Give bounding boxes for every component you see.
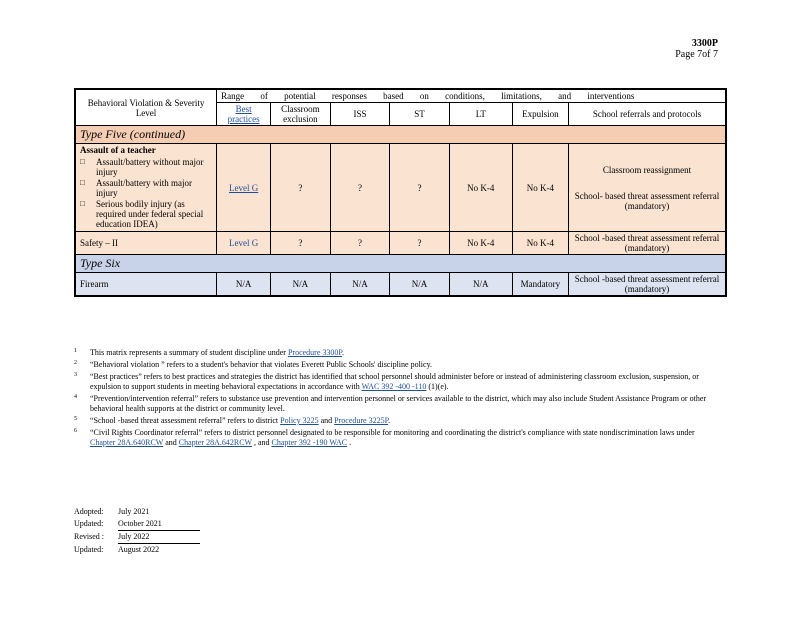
footnote-text: “Best practices” refers to best practices and strategies the district has identified that school personnel should administer before or instead of administering classroom exclusion, suspension, or expulsion to support students in meeting behavioral expectations in accordance with xyxy=(90,372,699,391)
safety-st: ? xyxy=(390,232,450,255)
chapter-28a642-link[interactable]: Chapter 28A.642RCW xyxy=(178,438,252,447)
date-value: August 2022 xyxy=(118,545,160,554)
footnote-number: 2 xyxy=(74,360,77,366)
assault-classroom: ? xyxy=(271,144,331,232)
safety-best-practice: Level G xyxy=(217,232,271,255)
footnote-text: “School -based threat assessment referral” refers to district xyxy=(90,416,281,425)
footnote-6 xyxy=(74,428,714,448)
firearm-iss: N/A xyxy=(330,273,390,297)
footnote-text: This matrix represents a summary of student discipline under xyxy=(90,348,288,357)
policy-3225-link[interactable]: Policy 3225 xyxy=(280,416,319,425)
wac-392-400-110-link[interactable]: WAC 392 -400 -110 xyxy=(361,382,427,391)
assault-expulsion: No K-4 xyxy=(512,144,568,232)
date-value: July 2021 xyxy=(118,507,150,516)
policy-number: 3300P xyxy=(691,38,718,49)
header-range-potential-responses: Range of potential responses based on conditions, limitations, and interventions xyxy=(217,89,726,103)
footnote-text-end: . xyxy=(388,416,391,425)
firearm-best-practice: N/A xyxy=(217,273,271,297)
table-row-safety xyxy=(75,232,726,255)
footnote-text: “Behavioral violation ” refers to a student's behavior that violates Everett Public Schools' discipline policy. xyxy=(90,360,433,369)
footnote-number: 4 xyxy=(74,394,77,400)
assault-title: Assault of a teacher xyxy=(80,145,156,155)
table-row-firearm xyxy=(75,273,726,297)
safety-classroom: ? xyxy=(271,232,331,255)
header-behavior-violation: Behavioral Violation & Severity Level xyxy=(75,89,217,126)
safety-expulsion: No K-4 xyxy=(512,232,568,255)
date-label: Revised : xyxy=(74,532,104,541)
footnote-text-mid: and xyxy=(163,438,179,447)
date-row-adopted xyxy=(74,506,200,518)
safety-iss: ? xyxy=(330,232,390,255)
type-five-row xyxy=(75,126,726,144)
header-lt: LT xyxy=(449,103,512,126)
footnote-text: “Civil Rights Coordinator referral” refers to district personnel designated to be responsible for monitoring and coordinating the district's compliance with state nondiscrimination laws under xyxy=(90,428,695,437)
firearm-lt: N/A xyxy=(449,273,512,297)
procedure-3225p-link[interactable]: Procedure 3225P xyxy=(334,416,389,425)
footnote-text-end: . xyxy=(347,438,352,447)
footnote-number: 1 xyxy=(74,348,77,354)
footnote-3 xyxy=(74,372,714,392)
date-row-revised xyxy=(74,531,200,544)
safety-lt: No K-4 xyxy=(449,232,512,255)
list-item: □ Assault/battery without major injury xyxy=(80,157,212,177)
assault-referral-2: School- based threat assessment referral (mandatory) xyxy=(574,190,720,211)
type-six-label: Type Six xyxy=(75,255,726,273)
assault-lt: No K-4 xyxy=(449,144,512,232)
chapter-28a640-link[interactable]: Chapter 28A.640RCW xyxy=(90,438,164,447)
firearm-classroom: N/A xyxy=(271,273,331,297)
footnote-text-mid: , and xyxy=(251,438,272,447)
footnote-4 xyxy=(74,394,714,414)
date-value: July 2022 xyxy=(118,531,200,544)
footnote-1 xyxy=(74,348,714,358)
footnote-number: 3 xyxy=(74,372,77,378)
type-six-row xyxy=(75,255,726,273)
assault-iss: ? xyxy=(330,144,390,232)
procedure-3300p-link[interactable]: Procedure 3300P xyxy=(287,348,342,357)
assault-subitems xyxy=(80,157,212,229)
date-row-updated-2 xyxy=(74,544,200,556)
table-row-assault xyxy=(75,144,726,232)
page-header xyxy=(675,38,718,60)
footnote-number: 6 xyxy=(74,428,77,434)
firearm-st: N/A xyxy=(390,273,450,297)
footnote-2 xyxy=(74,360,714,370)
assault-st: ? xyxy=(390,144,450,232)
footnote-text: “Prevention/intervention referral” refers to substance use prevention and intervention personnel or services available to the district, which may also include Student Assistance Program or other behavioral health supports at the district or community level. xyxy=(90,394,707,413)
date-label: Updated: xyxy=(74,545,104,554)
assault-referral-1: Classroom reassignment xyxy=(602,164,692,175)
firearm-expulsion: Mandatory xyxy=(512,273,568,297)
date-row-updated-1 xyxy=(74,518,200,531)
list-item: □ Assault/battery with major injury xyxy=(80,178,212,198)
firearm-title: Firearm xyxy=(75,273,217,297)
safety-referral: School -based threat assessment referral (mandatory) xyxy=(568,232,726,255)
assault-best-practice-link[interactable]: Level G xyxy=(228,182,259,193)
header-classroom-exclusion: Classroom exclusion xyxy=(271,103,331,126)
discipline-matrix-table xyxy=(74,88,727,297)
date-label: Updated: xyxy=(74,519,104,528)
revision-history xyxy=(74,506,200,556)
date-label: Adopted: xyxy=(74,507,104,516)
header-iss: ISS xyxy=(330,103,390,126)
footnotes xyxy=(74,348,714,450)
chapter-392-190-link[interactable]: Chapter 392 -190 WAC xyxy=(271,438,348,447)
footnote-text-mid: and xyxy=(318,416,335,425)
table-header-row xyxy=(75,89,726,103)
header-st: ST xyxy=(390,103,450,126)
type-five-label: Type Five (continued) xyxy=(75,126,726,144)
safety-title: Safety – II xyxy=(75,232,217,255)
list-item: □ Serious bodily injury (as required under federal special education IDEA) xyxy=(80,199,212,229)
date-value: October 2021 xyxy=(118,518,200,531)
footnote-5 xyxy=(74,416,714,426)
footnote-text-end: (1)(e). xyxy=(426,382,449,391)
header-school-referrals: School referrals and protocols xyxy=(568,103,726,126)
header-expulsion: Expulsion xyxy=(512,103,568,126)
firearm-referral: School -based threat assessment referral (mandatory) xyxy=(568,273,726,297)
page-number: Page 7of 7 xyxy=(675,49,718,60)
best-practices-link[interactable]: Best practices xyxy=(227,104,260,124)
footnote-number: 5 xyxy=(74,416,77,422)
footnote-text-end: . xyxy=(341,348,344,357)
